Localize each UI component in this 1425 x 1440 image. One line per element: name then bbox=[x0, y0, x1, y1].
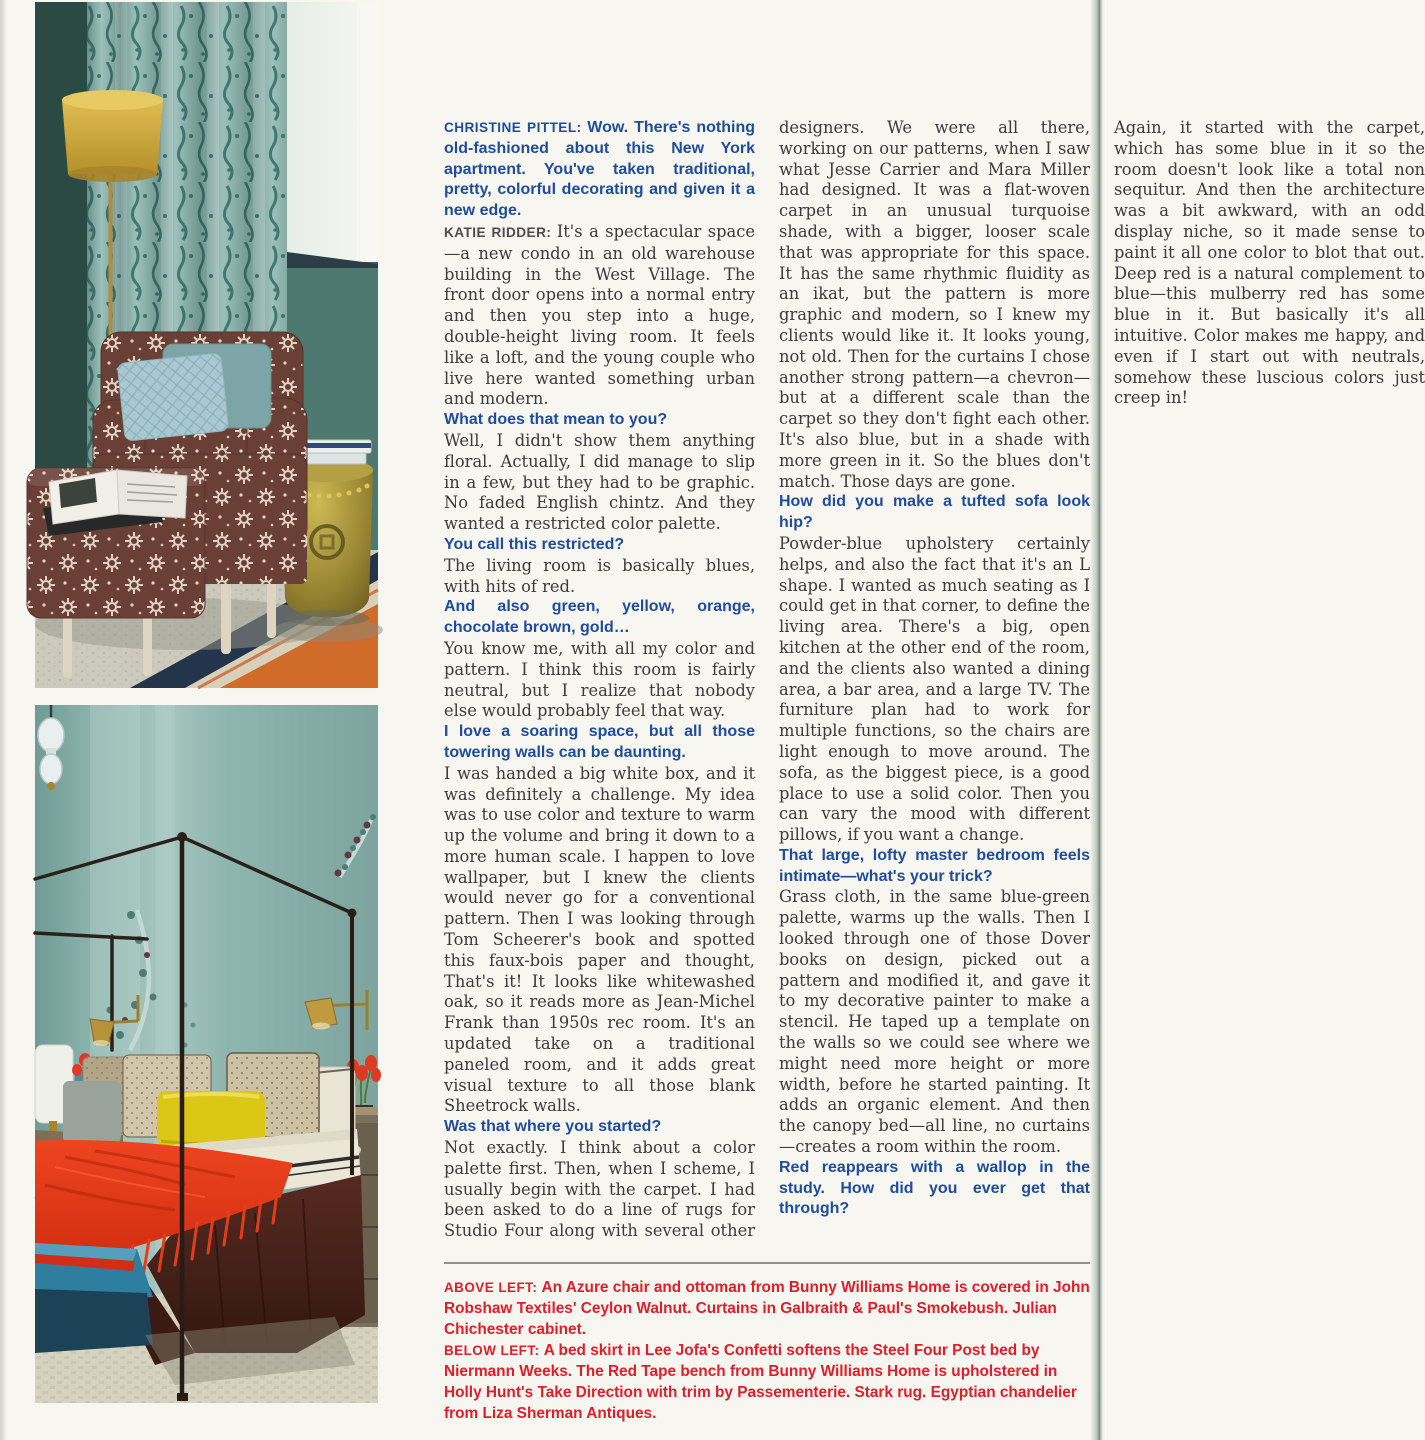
page-edge-right bbox=[1090, 0, 1106, 1440]
page-edge-left bbox=[0, 0, 7, 1440]
interview-answer: Again, it started with the carpet, which has some blue in it so the room doesn't look like a total non sequitur. And then the architecture was a bit awkward, with an odd display niche, so it made sense to paint it all one color to blot that out. Deep red is a natural complement to blue—this mulberry red has some blue in it. But basically it's all intuitive. Color makes me happy, and even if I start out with neutrals, somehow these luscious colors just creep in! bbox=[1114, 118, 1425, 408]
interview-answer: The living room is basically blues, with hits of red. bbox=[444, 555, 755, 596]
interview-question: CHRISTINE PITTEL: Wow. There's nothing old-fashioned about this New York apartment. You've taken traditional, pretty, colorful decorating and given it a new edge. bbox=[444, 119, 756, 220]
caption-label: ABOVE LEFT: bbox=[444, 1280, 542, 1295]
interview-text bbox=[444, 118, 1425, 1260]
interview-question: That large, lofty master bedroom feels intimate—what's your trick? bbox=[779, 846, 1090, 885]
interview-answer: Powder-blue upholstery certainly helps, and also the fact that it's an L shape. I wanted as much seating as I could get in that corner, to define the living area. There's a big, open kitchen at the other end of the room, and the clients also wanted a dining area, a bar area, and a large TV. The furniture plan had to work for multiple functions, so the chairs are light enough to move around. The sofa, as the biggest piece, is a good place to use a solid color. Then you can vary the mood with different pillows, if you want a change. bbox=[779, 533, 1090, 845]
blue-bench bbox=[35, 1243, 153, 1353]
interview-answer: Well, I didn't show them anything floral. Actually, I did manage to slip in a few, but they had to be graphic. No faded English chintz. And they wanted a restricted color palette. bbox=[444, 430, 755, 534]
above-left-photo bbox=[35, 2, 378, 688]
bed-pillows bbox=[63, 1053, 355, 1147]
below-left-photo-art bbox=[35, 705, 378, 1403]
above-left-photo-art bbox=[35, 2, 378, 688]
interview-answer: Not exactly. I think about a color palette first. Then, when I scheme, I usually begin with the carpet. I had been asked to do a line of rugs for Studio Four along with several other designers. We were all there, working on our patterns, when I saw what Jesse Carrier and Mara Miller had designed. It was a flat-woven carpet in an unusual turquoise shade, with a bigger, looser scale that was appropriate for this space. It has the same rhythmic fluidity as an ikat, but the pattern is more graphic and modern, so I knew my clients would like it. It looks young, not old. Then for the curtains I chose another strong pattern—a chevron—but at a different scale than the carpet so they don't fight each other. It's also blue, but in a shade with more green in it. So the blues don't match. Those days are gone. bbox=[444, 118, 1090, 1241]
interview-question: Red reappears with a wallop in the study. How did you ever get that through? bbox=[779, 1158, 1090, 1218]
speaker-label: KATIE RIDDER: bbox=[444, 224, 557, 240]
interview-answer: Grass cloth, in the same blue-green palette, warms up the walls. Then I looked through one of those Dover books on design, picked out a pattern and modified it, and gave it to my decorative painter to make a stencil. He taped up a template on the walls so we could see where we might need more height or more width, before he started painting. It adds an organic element. And then the canopy bed—all line, no curtains—creates a room within the room. bbox=[779, 887, 1090, 1157]
below-left-photo bbox=[35, 705, 378, 1403]
interview-question: What does that mean to you? bbox=[444, 411, 668, 429]
caption-divider bbox=[444, 1262, 1090, 1264]
interview-question: And also green, yellow, orange, chocolate brown, gold… bbox=[444, 598, 755, 637]
photo-caption: ABOVE LEFT: An Azure chair and ottoman from Bunny Williams Home is covered in John Robshaw Textiles' Ceylon Walnut. Curtains in Galbraith & Paul's Smokebush. Julian Chichester cabinet. bbox=[444, 1279, 1090, 1338]
interview-question: You call this restricted? bbox=[444, 535, 625, 553]
interview-answer: You know me, with all my color and pattern. I think this room is fairly neutral, but I realize that nobody else would probably feel that way. bbox=[444, 638, 755, 721]
interview-answer: KATIE RIDDER: It's a spectacular space—a new condo in an old warehouse building in the West Village. The front door opens into a normal entry and then you step into a huge, double-height living room. It feels like a loft, and the young couple who live here wanted something urban and modern. bbox=[444, 221, 756, 409]
photo-captions bbox=[444, 1277, 1098, 1424]
interview-answer: I was handed a big white box, and it was definitely a challenge. My idea was to use color and texture to warm up the volume and bring it down to a more human scale. I happen to love wallpaper, but I knew the clients would never go for a conventional pattern. Then I was looking through Tom Scheerer's book and spotted this faux-bois paper and thought, That's it! It looks like whitewashed oak, so it reads more as Jean-Michel Frank than 1950s rec room. It's an updated take on a traditional paneled room, and it adds great visual texture to all those blank Sheetrock walls. bbox=[444, 763, 755, 1116]
photo-caption: BELOW LEFT: A bed skirt in Lee Jofa's Confetti softens the Steel Four Post bed by Niermann Weeks. The Red Tape bench from Bunny Williams Home is upholstered in Holly Hunt's Take Direction with trim by Passementerie. Stark rug. Egyptian chandelier from Liza Sherman Antiques. bbox=[444, 1342, 1077, 1422]
interview-question: How did you make a tufted sofa look hip? bbox=[779, 493, 1090, 532]
speaker-label: CHRISTINE PITTEL: bbox=[444, 120, 588, 135]
interview-question: I love a soaring space, but all those towering walls can be daunting. bbox=[444, 723, 755, 761]
interview-question: Was that where you started? bbox=[444, 1118, 662, 1136]
caption-label: BELOW LEFT: bbox=[444, 1343, 544, 1358]
